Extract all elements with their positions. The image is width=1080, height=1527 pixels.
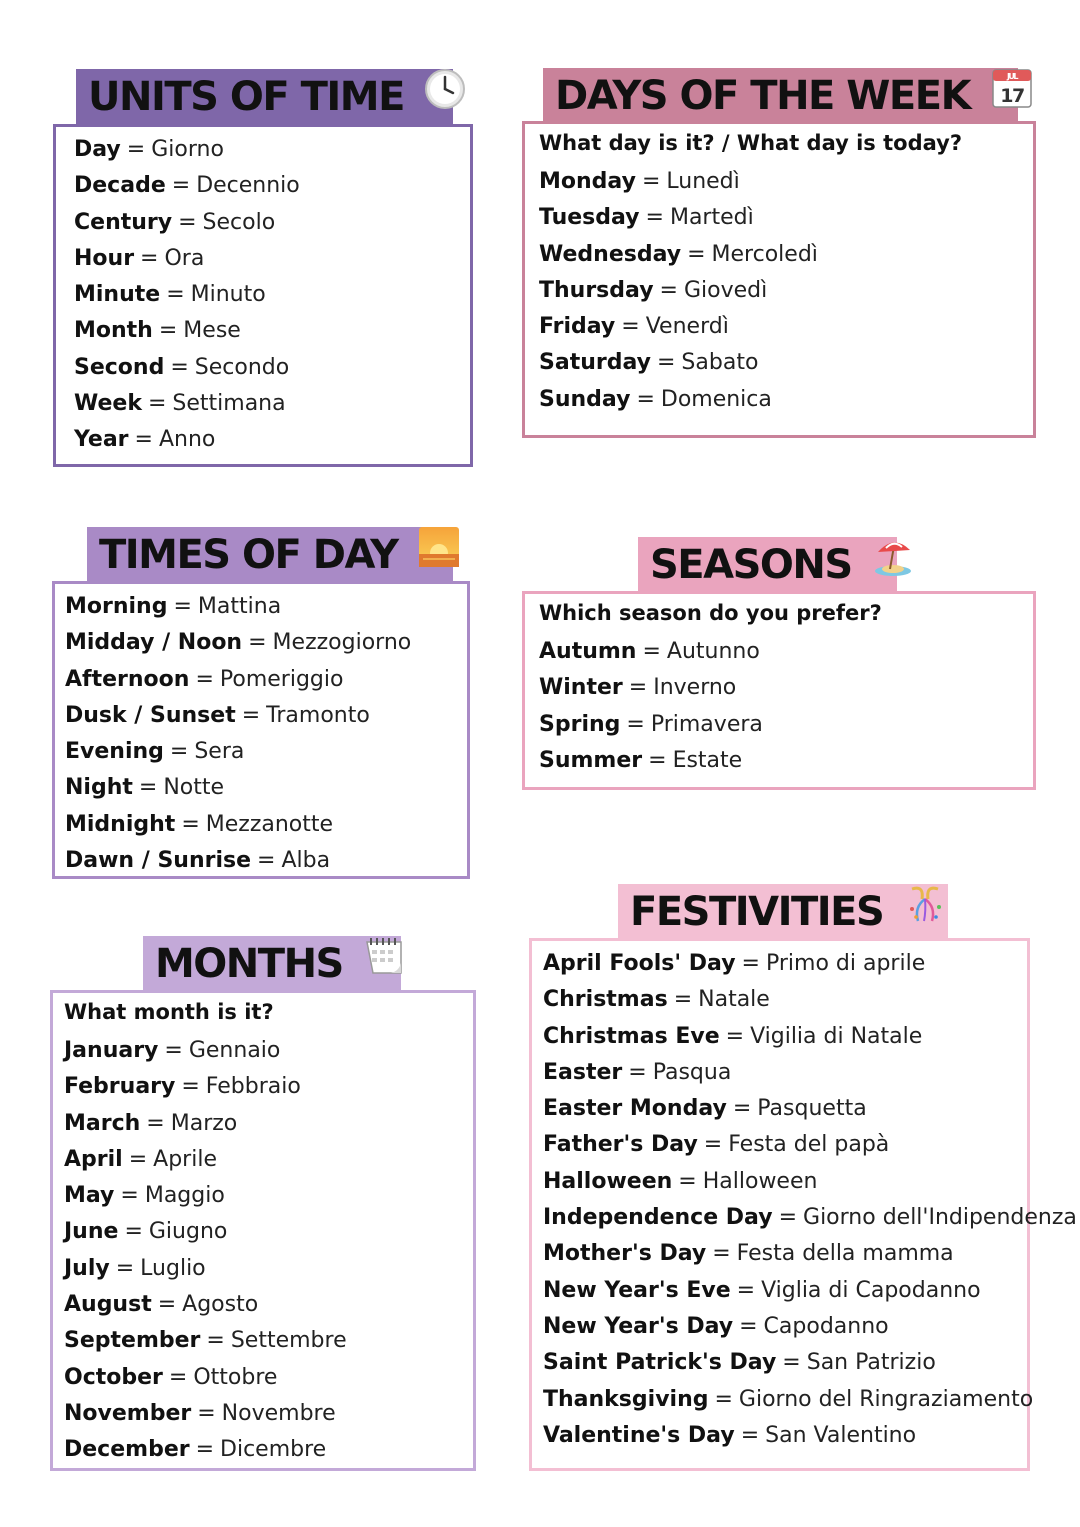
vocab-row [65, 662, 467, 698]
italian-term: Lunedì [666, 169, 740, 194]
english-term: July [64, 1255, 110, 1281]
vocab-row [539, 743, 1033, 779]
vocab-row [543, 982, 1027, 1018]
vocab-row [543, 1091, 1027, 1127]
clock-icon [424, 68, 466, 125]
italian-term: Domenica [660, 386, 772, 412]
equals-sign: = [134, 427, 153, 453]
english-term: Summer [539, 747, 643, 773]
english-term: January [64, 1038, 159, 1063]
festivities-header [618, 884, 948, 940]
english-term: May [64, 1183, 115, 1209]
vocab-row [543, 1309, 1027, 1345]
equals-sign: = [195, 666, 214, 692]
english-term: Year [74, 427, 129, 453]
vocab-row [74, 277, 470, 313]
vocab-row [543, 1164, 1027, 1200]
italian-term: Capodanno [763, 1313, 889, 1339]
italian-term: Alba [281, 848, 331, 874]
english-term: Tuesday [539, 205, 640, 231]
italian-term: Mattina [197, 594, 282, 619]
equals-sign: = [173, 594, 192, 619]
english-term: April [64, 1146, 123, 1172]
english-term: Second [74, 354, 165, 380]
equals-sign: = [140, 245, 159, 271]
italian-term: Giovedì [683, 277, 768, 303]
vocab-row [539, 200, 1033, 236]
italian-term: Venerdì [645, 314, 729, 340]
vocab-row [74, 422, 470, 458]
italian-term: Secondo [194, 354, 290, 380]
english-term: Mother's Day [543, 1241, 707, 1267]
beach-umbrella-icon [872, 536, 914, 593]
months-question: What month is it? [64, 1000, 274, 1024]
vocab-row [543, 1019, 1027, 1055]
equals-sign: = [645, 205, 664, 231]
italian-term: Luglio [140, 1255, 206, 1281]
english-term: Christmas Eve [543, 1023, 720, 1049]
equals-sign: = [778, 1205, 798, 1231]
months-header [143, 936, 401, 992]
italian-term: Agosto [182, 1292, 259, 1318]
vocab-row [543, 1418, 1027, 1454]
vocab-row [65, 589, 467, 625]
italian-term: Dicembre [220, 1437, 327, 1463]
italian-term: Natale [698, 987, 770, 1013]
equals-sign: = [181, 811, 200, 837]
units-list [74, 132, 470, 459]
days-of-week-header [543, 68, 1024, 124]
english-term: Month [74, 318, 153, 344]
spiral-calendar-icon [363, 935, 405, 992]
equals-sign: = [195, 1437, 215, 1463]
vocab-row [539, 382, 1033, 418]
confetti-icon [904, 883, 946, 940]
english-term: December [64, 1437, 190, 1463]
english-term: Independence Day [543, 1205, 773, 1231]
english-term: Halloween [543, 1168, 673, 1194]
equals-sign: = [181, 1074, 200, 1100]
english-term: Afternoon [65, 666, 190, 692]
english-term: Hour [74, 245, 135, 271]
vocab-row [539, 345, 1033, 381]
italian-term: Secolo [202, 209, 276, 235]
equals-sign: = [124, 1219, 143, 1245]
vocab-row [543, 1127, 1027, 1163]
equals-sign: = [628, 675, 648, 701]
equals-sign: = [628, 1059, 647, 1085]
equals-sign: = [641, 169, 661, 194]
vocab-row [65, 770, 467, 806]
festivities-list [543, 946, 1077, 1454]
english-term: Saint Patrick's Day [543, 1350, 777, 1376]
italian-term: Vigilia di Natale [750, 1023, 923, 1049]
vocab-row [539, 273, 1033, 309]
equals-sign: = [739, 1313, 758, 1339]
italian-term: Novembre [221, 1400, 336, 1426]
equals-sign: = [642, 639, 661, 664]
equals-sign: = [732, 1096, 752, 1122]
vocab-row [74, 241, 470, 277]
seasons-box [522, 591, 1036, 790]
italian-term: Estate [672, 747, 743, 773]
months-list [64, 1033, 473, 1469]
italian-term: Settimana [172, 391, 286, 417]
italian-term: Tramonto [266, 702, 370, 728]
italian-term: Festa del papà [728, 1132, 890, 1158]
english-term: Century [74, 209, 173, 235]
italian-term: Giugno [148, 1219, 228, 1245]
equals-sign: = [656, 350, 676, 376]
italian-term: Febbraio [205, 1074, 301, 1100]
vocab-row [539, 237, 1033, 273]
vocab-row [64, 1396, 473, 1432]
english-term: Saturday [539, 350, 651, 376]
vocab-row [65, 843, 467, 879]
italian-term: Sabato [681, 350, 759, 376]
festivities-box [529, 938, 1077, 1471]
equals-sign: = [626, 711, 645, 737]
equals-sign: = [178, 209, 197, 235]
english-term: Dawn / Sunrise [65, 848, 252, 874]
equals-sign: = [146, 1110, 165, 1136]
days-list [539, 164, 1033, 418]
times-list [65, 589, 467, 879]
units-of-time-header [76, 69, 453, 125]
vocab-row [539, 707, 1033, 743]
vocab-row [64, 1323, 473, 1359]
italian-term: Mercoledì [711, 241, 818, 267]
english-term: September [64, 1328, 201, 1354]
times-of-day-box [52, 581, 470, 879]
vocab-row [543, 1273, 1027, 1309]
equals-sign: = [741, 951, 760, 976]
equals-sign: = [725, 1023, 745, 1049]
english-term: Easter Monday [543, 1096, 727, 1122]
equals-sign: = [257, 848, 276, 874]
vocab-row [543, 1236, 1027, 1272]
times-of-day-header [87, 527, 453, 583]
italian-term: Martedì [669, 205, 754, 231]
vocab-row [64, 1432, 473, 1468]
equals-sign: = [673, 987, 693, 1013]
vocab-row [65, 734, 467, 770]
equals-sign: = [138, 775, 158, 801]
vocab-row [543, 946, 1027, 982]
vocab-row [543, 1382, 1034, 1418]
days-of-week-title: DAYS OF THE WEEK [555, 73, 971, 119]
vocab-row [65, 807, 467, 843]
italian-term: San Valentino [765, 1422, 917, 1448]
equals-sign: = [115, 1255, 135, 1281]
equals-sign: = [147, 391, 167, 417]
italian-term: Anno [158, 427, 216, 453]
english-term: November [64, 1400, 192, 1426]
italian-term: Minuto [190, 282, 266, 308]
english-term: Sunday [539, 386, 631, 412]
sunrise-icon [418, 526, 460, 583]
english-term: Father's Day [543, 1132, 698, 1158]
units-of-time-title: UNITS OF TIME [88, 74, 404, 120]
calendar-month-label: JUL [1006, 71, 1017, 81]
equals-sign: = [158, 318, 178, 344]
english-term: Dusk / Sunset [65, 702, 236, 728]
italian-term: Giorno [151, 137, 224, 162]
vocab-row [74, 313, 470, 349]
vocab-row [64, 1178, 473, 1214]
equals-sign: = [126, 137, 146, 162]
seasons-header [638, 537, 897, 593]
days-of-week-box [522, 121, 1036, 438]
vocab-row [64, 1106, 473, 1142]
vocab-row [539, 634, 1033, 670]
equals-sign: = [166, 282, 185, 308]
vocab-row [543, 1200, 1077, 1236]
italian-term: Pasqua [652, 1059, 732, 1085]
english-term: April Fools' Day [543, 951, 736, 976]
italian-term: Viglia di Capodanno [761, 1277, 981, 1303]
equals-sign: = [164, 1038, 183, 1063]
italian-term: Notte [163, 775, 225, 801]
italian-term: Ora [164, 245, 205, 271]
italian-term: Sera [194, 739, 245, 765]
italian-term: Inverno [653, 675, 737, 701]
english-term: Week [74, 391, 142, 417]
english-term: October [64, 1364, 163, 1390]
equals-sign: = [169, 739, 189, 765]
equals-sign: = [621, 314, 640, 340]
english-term: Midnight [65, 811, 176, 837]
italian-term: Primo di aprile [765, 951, 926, 976]
vocab-row [539, 670, 1033, 706]
italian-term: Mezzogiorno [272, 630, 412, 656]
equals-sign: = [168, 1364, 188, 1390]
equals-sign: = [636, 386, 655, 412]
months-title: MONTHS [155, 941, 343, 987]
vocab-row [64, 1142, 473, 1178]
vocab-row [543, 1055, 1027, 1091]
equals-sign: = [171, 173, 191, 199]
english-term: New Year's Eve [543, 1277, 731, 1303]
equals-sign: = [248, 630, 267, 656]
english-term: Winter [539, 675, 623, 701]
equals-sign: = [170, 354, 189, 380]
days-question: What day is it? / What day is today? [539, 131, 963, 155]
calendar-day-label: 17 [999, 84, 1024, 107]
equals-sign: = [206, 1328, 225, 1354]
vocab-row [64, 1360, 473, 1396]
vocab-row [539, 309, 1033, 345]
seasons-question: Which season do you prefer? [539, 601, 882, 625]
italian-term: Decennio [196, 173, 300, 199]
italian-term: Pasquetta [757, 1096, 867, 1122]
vocab-row [74, 386, 470, 422]
english-term: Morning [65, 594, 168, 619]
vocab-row [64, 1214, 473, 1250]
equals-sign: = [241, 702, 261, 728]
english-term: Christmas [543, 987, 668, 1013]
equals-sign: = [736, 1277, 756, 1303]
english-term: Friday [539, 314, 616, 340]
italian-term: Mezzanotte [205, 811, 334, 837]
seasons-list [539, 634, 1033, 779]
equals-sign: = [128, 1146, 148, 1172]
vocab-row [543, 1345, 1027, 1381]
italian-term: Mese [183, 318, 241, 344]
english-term: June [64, 1219, 119, 1245]
italian-term: San Patrizio [806, 1350, 936, 1376]
english-term: Decade [74, 173, 166, 199]
festivities-title: FESTIVITIES [630, 889, 884, 935]
units-of-time-box [53, 124, 473, 467]
english-term: Evening [65, 739, 164, 765]
vocab-row [65, 698, 467, 734]
english-term: Midday / Noon [65, 630, 243, 656]
italian-term: Pomeriggio [219, 666, 344, 692]
vocab-row [74, 205, 470, 241]
english-term: Easter [543, 1059, 623, 1085]
vocab-row [539, 164, 1033, 200]
italian-term: Autunno [666, 639, 760, 664]
equals-sign: = [703, 1132, 723, 1158]
italian-term: Giorno dell'Indipendenza [803, 1205, 1077, 1231]
italian-term: Aprile [153, 1146, 217, 1172]
english-term: March [64, 1110, 141, 1136]
vocab-row [64, 1069, 473, 1105]
italian-term: Halloween [702, 1168, 818, 1194]
equals-sign: = [782, 1350, 801, 1376]
equals-sign: = [648, 747, 667, 773]
italian-term: Settembre [230, 1328, 347, 1354]
equals-sign: = [659, 277, 678, 303]
english-term: August [64, 1292, 152, 1318]
equals-sign: = [687, 241, 706, 267]
vocab-row [64, 1251, 473, 1287]
equals-sign: = [120, 1183, 139, 1209]
seasons-title: SEASONS [650, 542, 852, 588]
vocab-row [74, 168, 470, 204]
english-term: New Year's Day [543, 1313, 734, 1339]
english-term: Day [74, 137, 121, 162]
english-term: Night [65, 775, 133, 801]
italian-term: Gennaio [188, 1038, 281, 1063]
english-term: Monday [539, 169, 636, 194]
vocab-row [64, 1033, 473, 1069]
english-term: Thanksgiving [543, 1386, 709, 1412]
vocab-row [65, 625, 467, 661]
equals-sign: = [157, 1292, 177, 1318]
english-term: Wednesday [539, 241, 682, 267]
english-term: Minute [74, 282, 161, 308]
vocab-row [74, 350, 470, 386]
italian-term: Giorno del Ringraziamento [738, 1386, 1034, 1412]
italian-term: Maggio [144, 1183, 225, 1209]
english-term: Thursday [539, 277, 654, 303]
english-term: Autumn [539, 639, 637, 664]
equals-sign: = [678, 1168, 697, 1194]
italian-term: Ottobre [193, 1364, 278, 1390]
months-box [50, 990, 476, 1471]
calendar-icon [991, 67, 1033, 124]
english-term: Spring [539, 711, 621, 737]
italian-term: Primavera [650, 711, 763, 737]
equals-sign: = [197, 1400, 216, 1426]
equals-sign: = [740, 1422, 760, 1448]
english-term: February [64, 1074, 176, 1100]
english-term: Valentine's Day [543, 1422, 735, 1448]
times-of-day-title: TIMES OF DAY [99, 532, 398, 578]
equals-sign: = [712, 1241, 731, 1267]
italian-term: Marzo [170, 1110, 238, 1136]
vocab-row [74, 132, 470, 168]
equals-sign: = [714, 1386, 733, 1412]
italian-term: Festa della mamma [736, 1241, 954, 1267]
vocab-row [64, 1287, 473, 1323]
